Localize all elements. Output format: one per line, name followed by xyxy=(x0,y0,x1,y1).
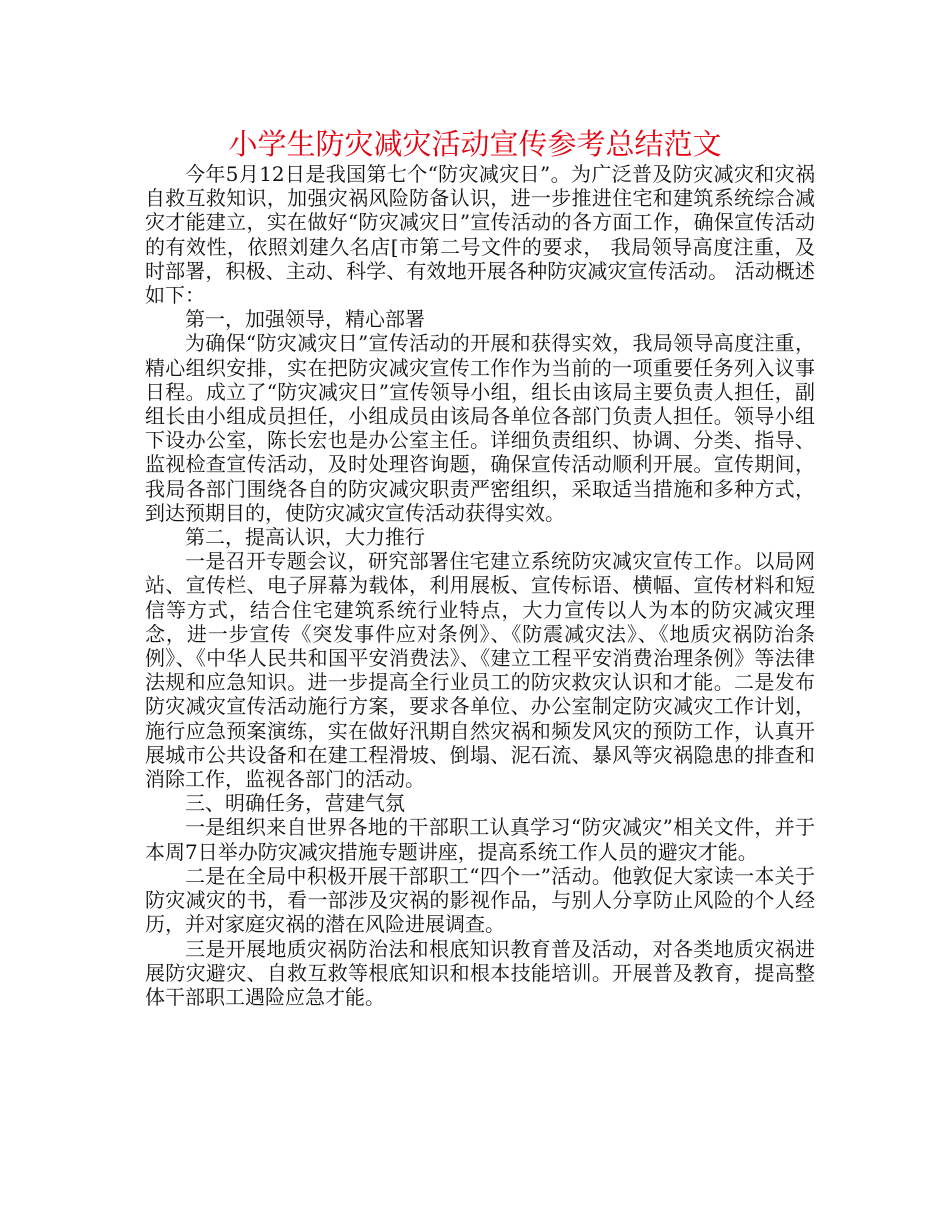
paragraph-task-1: 一是组织来自世界各地的干部职工认真学习“防灾减灾”相关文件，并于本周7日举办防灾减灾措施专题讲座，提高系统工作人员的避灾才能。 xyxy=(145,815,815,864)
document-title: 小学生防灾减灾活动宣传参考总结范文 xyxy=(228,127,722,161)
paragraph-promotion: 一是召开专题会议，研究部署住宅建立系统防灾减灾宣传工作。以局网站、宣传栏、电子屏幕为载体，利用展板、宣传标语、横幅、宣传材料和短信等方式，结合住宅建筑系统行业特点，大力宣传以人为本的防灾减灾理念，进一步宣传《突发事件应对条例》、《防震减灾法》、《地质灾祸防治条例》、《中华人民共和国平安消费法》、《建立工程平安消费治理条例》等法律法规和应急知识。进一步提高全行业员工的防灾救灾认识和才能。二是发布防灾减灾宣传活动施行方案，要求各单位、办公室制定防灾减灾工作计划，施行应急预案演练，实在做好汛期自然灾祸和频发风灾的预防工作，认真开展城市公共设备和在建工程滑坡、倒塌、泥石流、暴风等灾祸隐患的排查和消除工作，监视各部门的活动。 xyxy=(145,549,815,792)
section-heading-1: 第一，加强领导，精心部署 xyxy=(185,307,425,332)
paragraph-intro: 今年5月12日是我国第七个“防灾减灾日”。为广泛普及防灾减灾和灾祸自救互救知识，加强灾祸风险防备认识，进一步推进住宅和建筑系统综合减灾才能建立，实在做好“防灾减灾日”宣传活动的各方面工作，确保宣传活动的有效性，依照刘建久名店[市第二号文件的要求， 我局领导高度注重，及时部署，积极、主动、科学、有效地开展各种防灾减灾宣传活动。 活动概述如下： xyxy=(145,162,815,308)
paragraph-task-2: 二是在全局中积极开展干部职工“四个一”活动。他敦促大家读一本关于防灾减灾的书，看一部涉及灾祸的影视作品，与别人分享防止风险的个人经历，并对家庭灾祸的潜在风险进展调查。 xyxy=(145,863,815,937)
document-body xyxy=(145,162,815,1009)
section-heading-3: 三、明确任务，营建气氛 xyxy=(185,791,405,816)
paragraph-leadership: 为确保“防灾减灾日”宣传活动的开展和获得实效，我局领导高度注重，精心组织安排，实在把防灾减灾宣传工作作为当前的一项重要任务列入议事日程。成立了“防灾减灾日”宣传领导小组，组长由该局主要负责人担任，副组长由小组成员担任，小组成员由该局各单位各部门负责人担任。领导小组下设办公室，陈长宏也是办公室主任。详细负责组织、协调、分类、指导、监视检查宣传活动，及时处理咨询题，确保宣传活动顺利开展。宣传期间，我局各部门围绕各自的防灾减灾职责严密组织，采取适当措施和多种方式，到达预期目的，使防灾减灾宣传活动获得实效。 xyxy=(145,331,815,525)
paragraph-task-3: 三是开展地质灾祸防治法和根底知识教育普及活动，对各类地质灾祸进展防灾避灾、自救互救等根底知识和根本技能培训。开展普及教育，提高整体干部职工遇险应急才能。 xyxy=(145,936,815,1009)
section-heading-2: 第二，提高认识，大力推行 xyxy=(185,525,425,550)
